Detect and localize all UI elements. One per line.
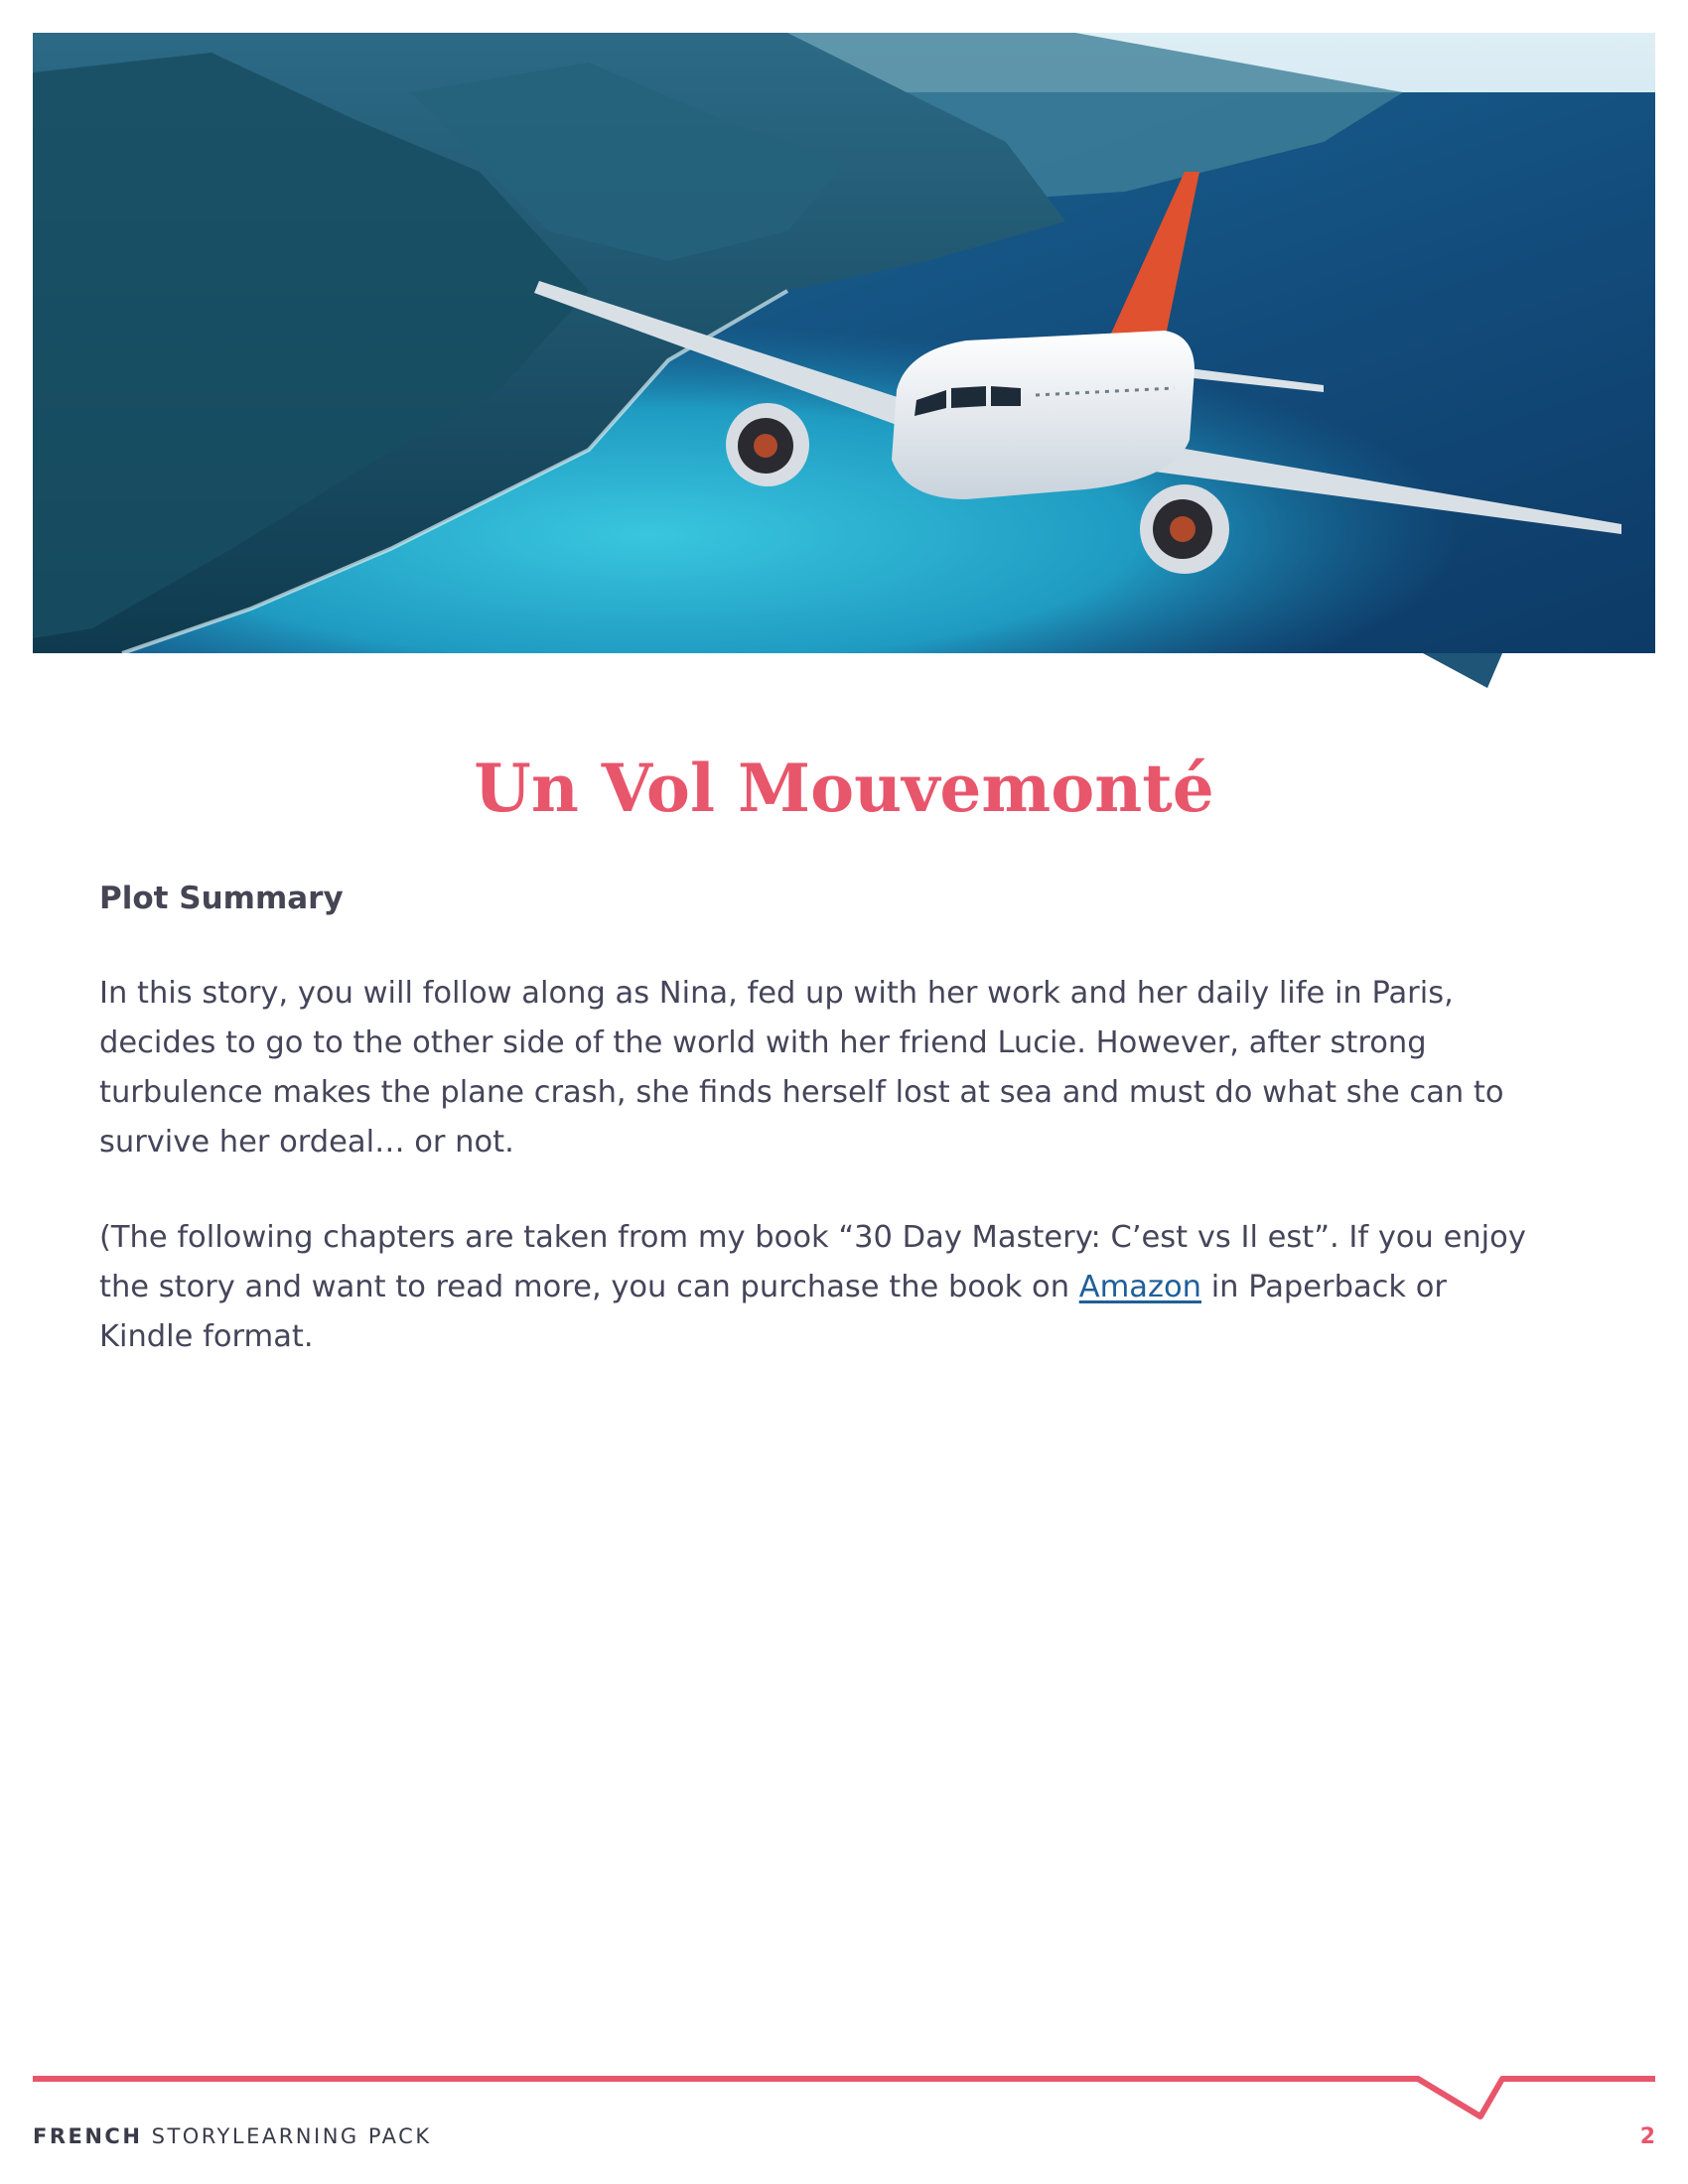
paragraph-text-before-link: (The following chapters are taken from my book “30 Day Mastery: C’est vs Il est”. If you enjoy the story and want to read more, you can purchase the book on (99, 1220, 1526, 1304)
hero-image (33, 33, 1655, 728)
footer-label-rest: STORYLEARNING PACK (142, 2124, 432, 2148)
paragraph-text-after-link: in Paperback or Kindle format. (99, 1270, 1447, 1354)
amazon-link[interactable]: Amazon (1078, 1270, 1202, 1304)
document-title: Un Vol Mouvemonté (474, 750, 1214, 827)
airplane-over-sea-illustration (33, 33, 1655, 728)
plot-summary-paragraph: In this story, you will follow along as Nina, fed up with her work and her daily life in Paris, decides to go to the other side of the world with her friend Lucie. However, after strong turbulence makes the plane crash, she finds herself lost at sea and must do what she can to survive her ordeal… or not. (99, 976, 1504, 1160)
book-source-paragraph (99, 1213, 1589, 1362)
page-number: 2 (1639, 2124, 1655, 2149)
document-body (99, 874, 1589, 1362)
footer-label (33, 2124, 432, 2148)
section-heading: Plot Summary (99, 881, 344, 916)
footer-label-strong: FRENCH (33, 2124, 143, 2148)
